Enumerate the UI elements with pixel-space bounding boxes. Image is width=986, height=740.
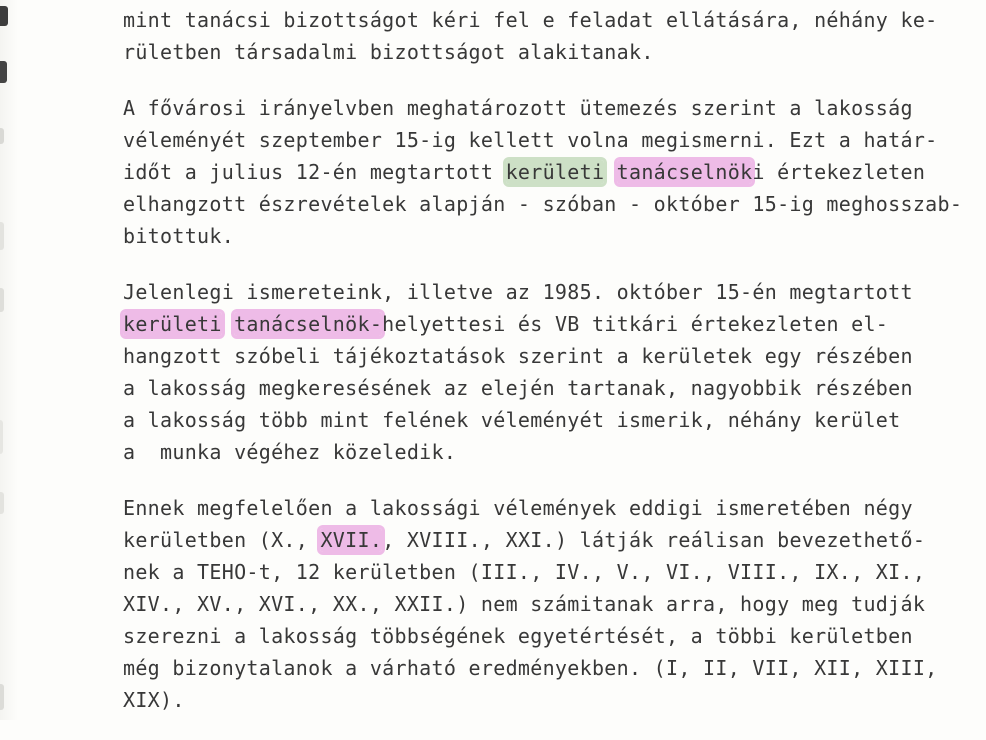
- text-segment: [222, 312, 234, 336]
- text-segment: Ennek megfelelően a lakossági vélemények eddigi ismeretében négy: [123, 496, 913, 520]
- text-line: [123, 372, 976, 404]
- text-segment: a lakosság megkeresésének az elején tartanak, nagyobbik részében: [123, 376, 913, 400]
- text-segment: a munka végéhez közeledik.: [123, 440, 457, 464]
- scan-mark: [0, 6, 8, 26]
- text-segment: mint tanácsi bizottságot kéri fel e feladat ellátására, néhány ke-: [123, 8, 938, 32]
- text-line: [123, 652, 976, 684]
- text-segment: , XVIII., XXI.) látják reálisan bevezethető-: [382, 528, 926, 552]
- text-segment: i értekezleten: [752, 160, 926, 184]
- text-line: [123, 156, 976, 188]
- text-line: [123, 620, 976, 652]
- text-segment: a lakosság több mint felének véleményét ismerik, néhány kerület: [123, 408, 901, 432]
- text-segment: XIV., XV., XVI., XX., XXII.) nem számitanak arra, hogy meg tudják: [123, 592, 926, 616]
- text-segment: bitottuk.: [123, 224, 235, 248]
- text-line: [123, 492, 976, 524]
- document-body: [123, 4, 976, 740]
- text-segment: kerületben (X.,: [123, 528, 321, 552]
- text-line: [123, 220, 976, 252]
- text-segment: rületben társadalmi bizottságot alakitanak.: [123, 40, 654, 64]
- text-segment: elhangzott észrevételek alapján - szóban - október 15-ig meghosszab-: [123, 192, 963, 216]
- text-line: [123, 404, 976, 436]
- scan-mark: [0, 128, 4, 144]
- scan-mark: [0, 684, 4, 710]
- text-segment: időt a julius 12-én megtartott: [123, 160, 506, 184]
- text-segment: még bizonytalanok a várható eredményekben. (I, II, VII, XII, XIII,: [123, 656, 938, 680]
- text-segment: A fővárosi irányelvben meghatározott ütemezés szerint a lakosság: [123, 96, 913, 120]
- text-line: [123, 308, 976, 340]
- text-line: [123, 92, 976, 124]
- scan-mark: [0, 288, 4, 312]
- text-line: [123, 276, 976, 308]
- text-segment: helyettesi és VB titkári értekezleten el-: [382, 312, 889, 336]
- text-line: [123, 4, 976, 36]
- paragraph: [123, 4, 976, 68]
- scan-artifacts: [0, 0, 20, 720]
- text-line: [123, 36, 976, 68]
- text-line: [123, 684, 976, 716]
- text-segment: nek a TEHO-t, 12 kerületben (III., IV., V., VI., VIII., IX., XI.,: [123, 560, 926, 584]
- text-segment: hangzott szóbeli tájékoztatások szerint a kerületek egy részében: [123, 344, 913, 368]
- paragraph: [123, 92, 976, 252]
- text-segment: XIX).: [123, 688, 185, 712]
- highlighted-text-green: kerületi: [505, 160, 605, 184]
- text-segment: szerezni a lakosság többségének egyetértését, a többi kerületben: [123, 624, 913, 648]
- text-line: [123, 436, 976, 468]
- text-line: [123, 188, 976, 220]
- text-line: [123, 524, 976, 556]
- scan-mark: [0, 61, 7, 83]
- text-segment: Jelenlegi ismereteink, illetve az 1985. október 15-én megtartott: [123, 280, 913, 304]
- text-line: [123, 124, 976, 156]
- scan-mark: [0, 222, 4, 250]
- highlighted-text-pink: kerületi: [123, 312, 222, 336]
- paragraph: [123, 276, 976, 468]
- highlighted-text-pink: tanácselnök-: [234, 312, 383, 336]
- highlighted-text-pink: tanácselnök: [616, 160, 753, 184]
- text-segment: véleményét szeptember 15-ig kellett volna megismerni. Ezt a határ-: [123, 128, 938, 152]
- paragraph: [123, 492, 976, 716]
- text-segment: [604, 160, 616, 184]
- text-line: [123, 556, 976, 588]
- scan-mark: [0, 492, 4, 514]
- scan-mark: [0, 420, 3, 454]
- text-line: [123, 588, 976, 620]
- text-line: [123, 340, 976, 372]
- highlighted-text-pink: XVII.: [320, 528, 383, 552]
